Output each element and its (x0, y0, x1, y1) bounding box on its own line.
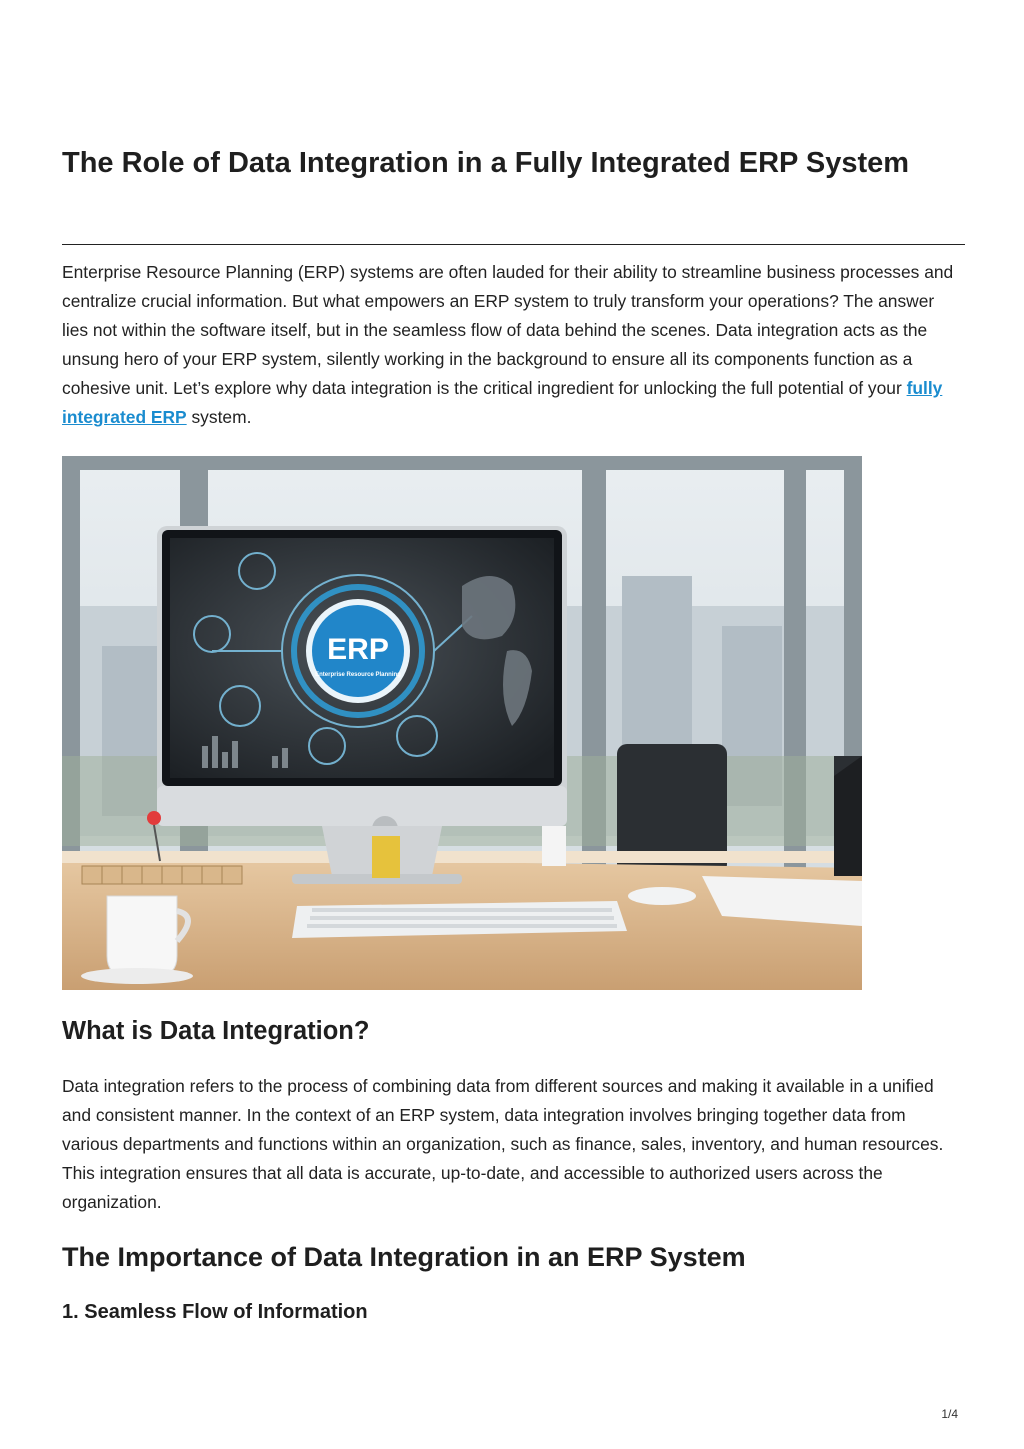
subheading-seamless-flow: 1. Seamless Flow of Information (62, 1301, 368, 1323)
title-divider (62, 244, 965, 245)
erp-monitor-illustration (62, 456, 862, 990)
intro-text-end: system. (186, 407, 252, 427)
erp-logo-subtext: Enterprise Resource Planning (315, 672, 401, 678)
hero-image (62, 456, 862, 990)
section-paragraph: Data integration refers to the process of combining data from different sources and making it available in a unified and consistent manner. In the context of an ERP system, data integration involves bringing together data from various departments and functions within an organization, such as finance, sales, inventory, and human resources. This integration ensures that all data is accurate, up-to-date, and accessible to authorized users across the organization. (62, 1076, 944, 1212)
page-title: The Role of Data Integration in a Fully Integrated ERP System (62, 147, 910, 179)
section-heading-importance: The Importance of Data Integration in an ERP System (62, 1242, 746, 1272)
section-heading-what-is-data-integration: What is Data Integration? (62, 1017, 370, 1045)
intro-text: Enterprise Resource Planning (ERP) systems are often lauded for their ability to streamline business processes and centralize crucial information. But what empowers an ERP system to truly transform your operations? The answer lies not within the software itself, but in the seamless flow of data behind the scenes. Data integration acts as the unsung hero of your ERP system, silently working in the background to ensure all its components function as a cohesive unit. Let’s explore why data integration is the critical ingredient for unlocking the full potential of your (62, 262, 954, 398)
intro-paragraph (62, 258, 965, 432)
fully-integrated-erp-link[interactable]: fully integrated ERP (62, 378, 943, 427)
page-number: 1/4 (941, 1407, 958, 1421)
erp-logo-text: ERP (327, 633, 389, 666)
